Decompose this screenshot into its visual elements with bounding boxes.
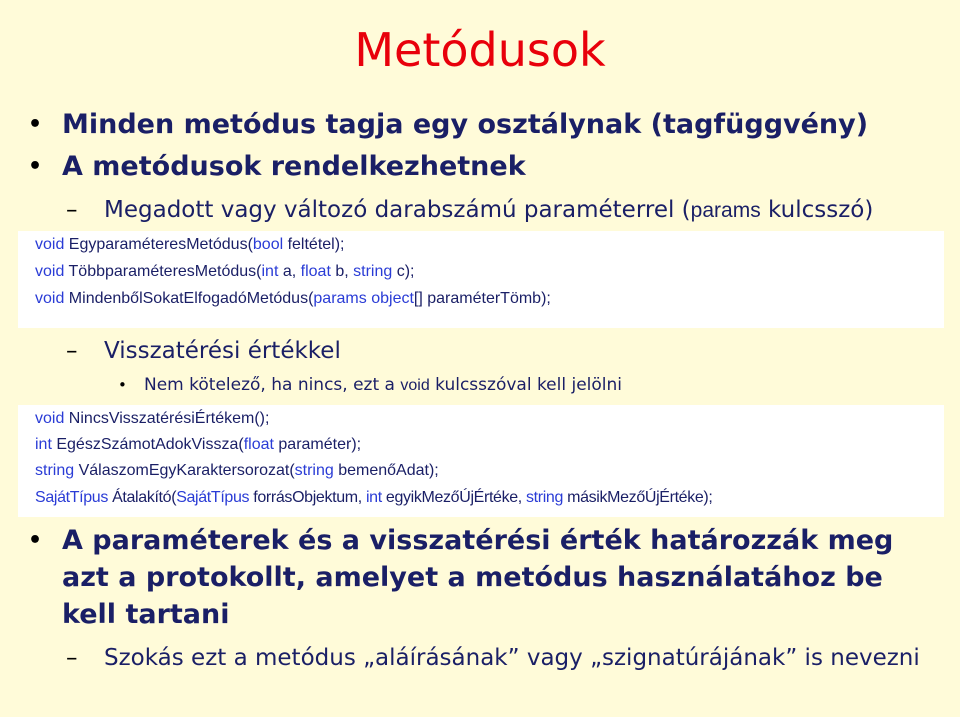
dash-marker: – bbox=[66, 197, 78, 223]
sub-sub-item-text: Nem kötelező, ha nincs, ezt a void kulcsszóval kell jelölni bbox=[144, 375, 623, 395]
bullet-text: A metódusok rendelkezhetnek bbox=[62, 151, 526, 182]
bullet-text: Minden metódus tagja egy osztálynak (tagfüggvény) bbox=[62, 109, 869, 140]
bullet-item bbox=[28, 522, 928, 633]
dash-marker: – bbox=[66, 645, 78, 671]
sub-item-text: Visszatérési értékkel bbox=[104, 338, 341, 364]
bullet-marker: • bbox=[28, 154, 43, 179]
code-line: void EgyparaméteresMetódus(bool feltétel); bbox=[35, 236, 345, 253]
sub-item-text: Megadott vagy változó darabszámú paraméterrel (params kulcsszó) bbox=[104, 197, 874, 223]
code-block-parameters bbox=[18, 231, 944, 328]
dash-marker: – bbox=[66, 338, 78, 364]
bullet-marker: • bbox=[28, 112, 43, 137]
slide-title: Metódusok bbox=[354, 23, 606, 77]
code-line: SajátTípus Átalakító(SajátTípus forrásObjektum, int egyikMezőÚjÉrtéke, string másikMezőÚjÉrtéke); bbox=[35, 489, 713, 506]
bullet-marker: • bbox=[118, 376, 127, 394]
sub-item-text: Szokás ezt a metódus „aláírásának” vagy „szignatúrájának” is nevezni bbox=[104, 645, 920, 671]
code-line: void MindenbőlSokatElfogadóMetódus(params object[] paraméterTömb); bbox=[35, 290, 551, 307]
code-line: void TöbbparaméteresMetódus(int a, float b, string c); bbox=[35, 263, 415, 280]
code-line: int EgészSzámotAdokVissza(float paraméter); bbox=[35, 436, 362, 453]
code-block-return-values bbox=[18, 405, 944, 517]
code-line: string VálaszomEgyKaraktersorozat(string bemenőAdat); bbox=[35, 462, 439, 479]
bullet-text: A paraméterek és a visszatérési érték határozzák meg azt a protokollt, amelyet a metódus használatához be kell tartani bbox=[62, 525, 894, 630]
code-line: void NincsVisszatérésiÉrtékem(); bbox=[35, 410, 270, 427]
bullet-marker: • bbox=[28, 528, 43, 553]
